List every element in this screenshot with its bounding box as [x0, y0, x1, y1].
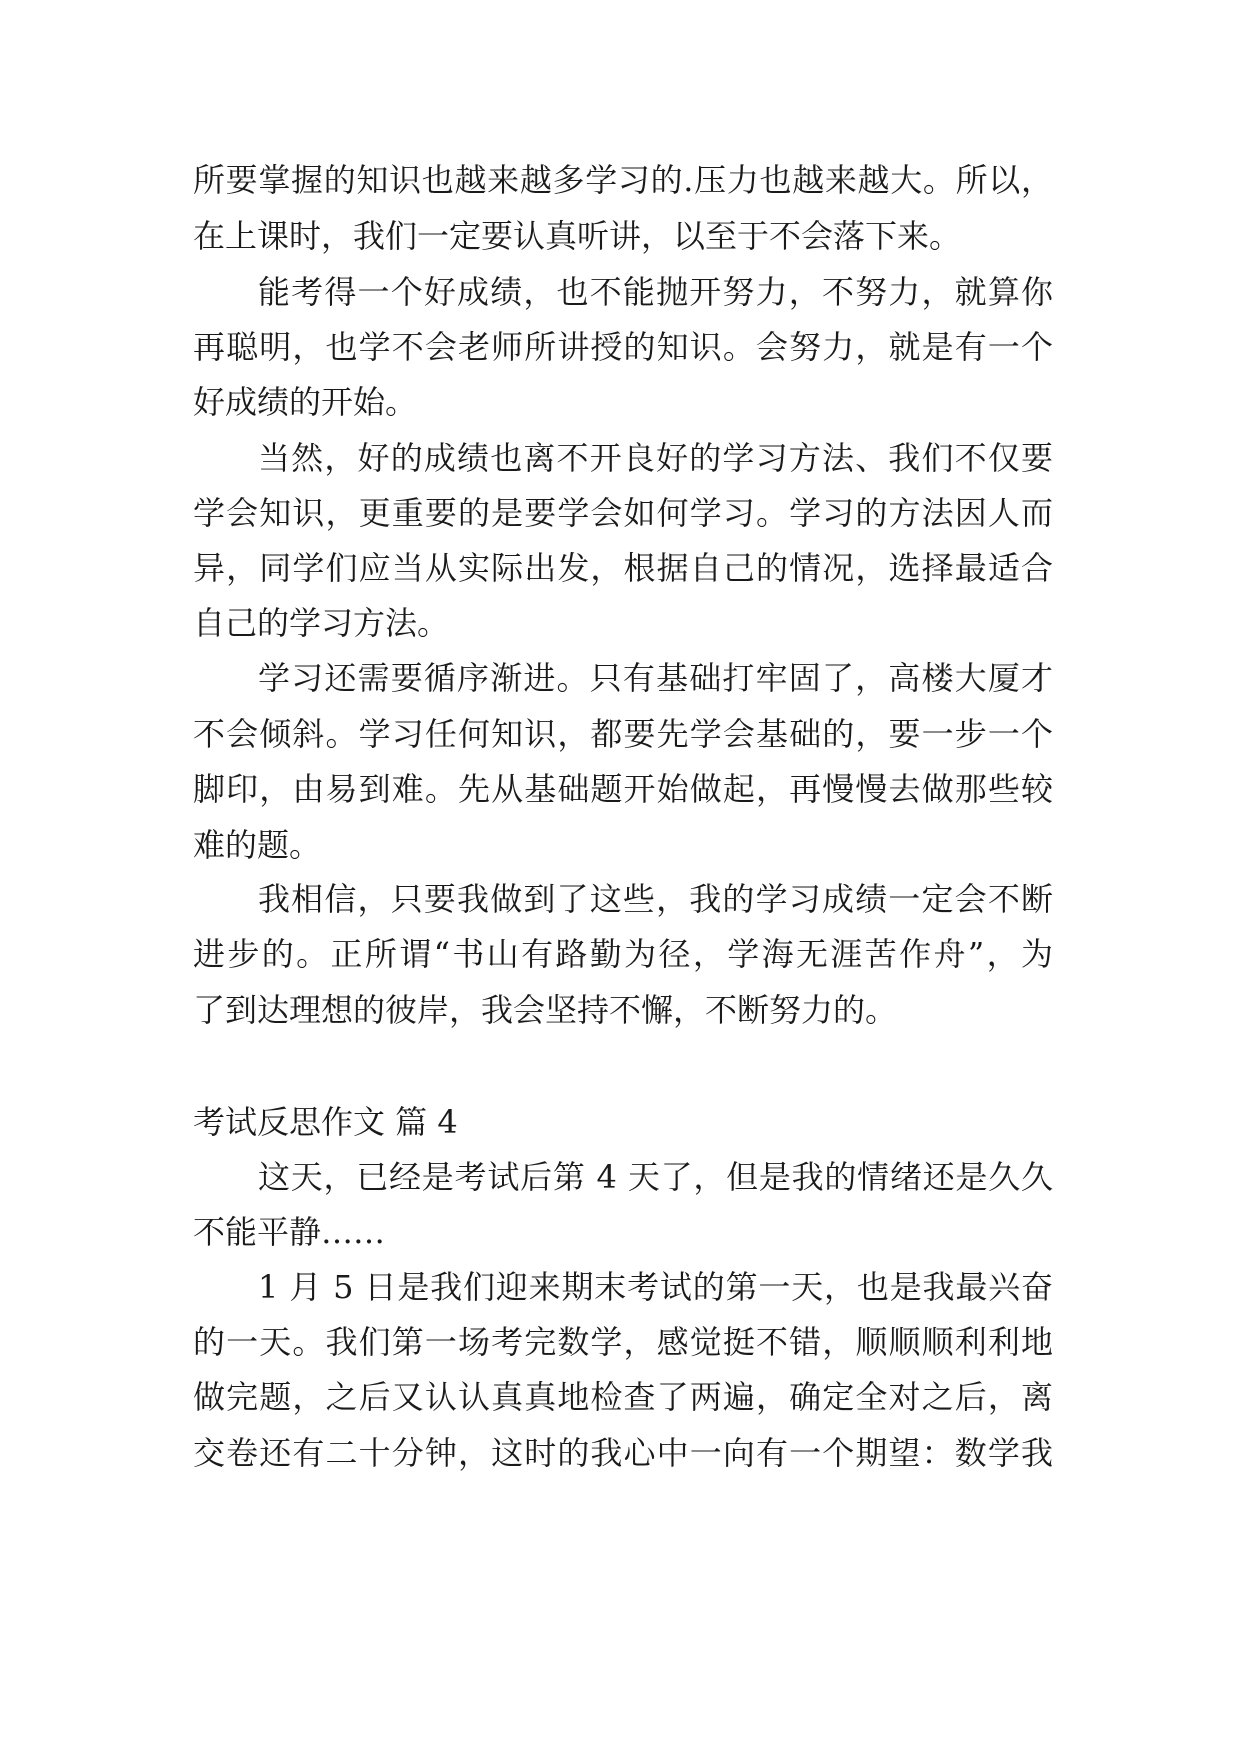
text-line: 做完题，之后又认认真真地检查了两遍，确定全对之后，离	[193, 1378, 1053, 1416]
text-line: 能考得一个好成绩，也不能抛开努力，不努力，就算你	[258, 273, 1053, 311]
text-line: 的一天。我们第一场考完数学，感觉挺不错，顺顺顺利利地	[193, 1323, 1053, 1361]
text-line: 进步的。正所谓“书山有路勤为径，学海无涯苦作舟”，为	[193, 935, 1053, 973]
text-line: 不能平静……	[193, 1213, 386, 1251]
text-line: 这天，已经是考试后第 4 天了，但是我的情绪还是久久	[258, 1158, 1053, 1196]
text-line: 好成绩的开始。	[193, 383, 418, 421]
text-line: 所要掌握的知识也越来越多学习的.压力也越来越大。所以，	[193, 161, 1053, 199]
text-line: 自己的学习方法。	[193, 604, 450, 642]
text-line: 当然，好的成绩也离不开良好的学习方法、我们不仅要	[258, 439, 1053, 477]
text-line: 交卷还有二十分钟，这时的我心中一向有一个期望：数学我	[193, 1434, 1053, 1472]
text-line: 难的题。	[193, 826, 322, 864]
section-heading: 考试反思作文 篇 4	[193, 1103, 458, 1141]
text-line: 1 月 5 日是我们迎来期末考试的第一天，也是我最兴奋	[258, 1268, 1053, 1306]
text-line: 异，同学们应当从实际出发，根据自己的情况，选择最适合	[193, 549, 1053, 587]
text-line: 不会倾斜。学习任何知识，都要先学会基础的，要一步一个	[193, 715, 1053, 753]
text-line: 了到达理想的彼岸，我会坚持不懈，不断努力的。	[193, 991, 898, 1029]
text-line: 再聪明，也学不会老师所讲授的知识。会努力，就是有一个	[193, 328, 1053, 366]
text-line: 在上课时，我们一定要认真听讲，以至于不会落下来。	[193, 217, 962, 255]
text-line: 我相信，只要我做到了这些，我的学习成绩一定会不断	[258, 880, 1053, 918]
text-line: 脚印，由易到难。先从基础题开始做起，再慢慢去做那些较	[193, 770, 1053, 808]
text-line: 学会知识，更重要的是要学会如何学习。学习的方法因人而	[193, 494, 1053, 532]
text-line: 学习还需要循序渐进。只有基础打牢固了，高楼大厦才	[258, 659, 1053, 697]
